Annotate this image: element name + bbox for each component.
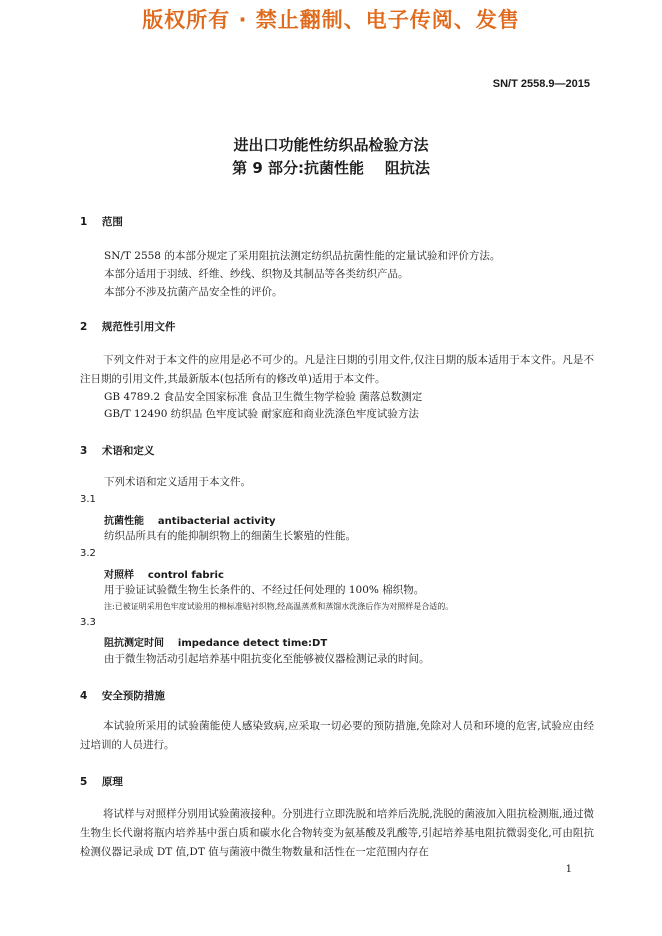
paragraph: 本部分适用于羽绒、纤维、纱线、织物及其制品等各类纺织产品。 bbox=[104, 268, 409, 280]
section-heading-terms: 3 术语和定义 bbox=[80, 445, 155, 457]
paragraph: 本试验所采用的试验菌能使人感染致病,应采取一切必要的预防措施,免除对人员和环境的危害,试验应由经过培训的人员进行。 bbox=[80, 720, 594, 751]
term-number: 3.2 bbox=[80, 548, 96, 559]
standard-code: SN/T 2558.9—2015 bbox=[492, 78, 590, 90]
term-definition: 纺织品所具有的能抑制织物上的细菌生长繁殖的性能。 bbox=[104, 530, 356, 542]
paragraph: 下列术语和定义适用于本文件。 bbox=[104, 476, 251, 488]
section-heading-normative-references: 2 规范性引用文件 bbox=[80, 321, 176, 333]
reference-item: GB/T 12490 纺织品 色牢度试验 耐家庭和商业洗涤色牢度试验方法 bbox=[104, 408, 419, 420]
document-subtitle: 第 9 部分:抗菌性能 阻抗法 bbox=[232, 159, 430, 177]
term-title: 对照样 control fabric bbox=[104, 570, 224, 581]
term-definition: 由于微生物活动引起培养基中阻抗变化至能够被仪器检测记录的时间。 bbox=[104, 653, 430, 665]
section-heading-scope: 1 范围 bbox=[80, 216, 123, 228]
section-heading-safety: 4 安全预防措施 bbox=[80, 690, 165, 702]
section-heading-principle: 5 原理 bbox=[80, 776, 123, 788]
document-title: 进出口功能性纺织品检验方法 bbox=[233, 136, 429, 154]
paragraph: 下列文件对于本文件的应用是必不可少的。凡是注日期的引用文件,仅注日期的版本适用于本文件。凡是不注日期的引用文件,其最新版本(包括所有的修改单)适用于本文件。 bbox=[80, 354, 594, 385]
term-title: 抗菌性能 antibacterial activity bbox=[104, 516, 276, 527]
term-number: 3.3 bbox=[80, 617, 96, 628]
term-note: 注:已被证明采用色牢度试验用的棉标准贴衬织物,经高温蒸煮和蒸馏水洗涤后作为对照样是合适的。 bbox=[104, 602, 454, 611]
paragraph: 将试样与对照样分别用试验菌液接种。分别进行立即洗脱和培养后洗脱,洗脱的菌液加入阻抗检测瓶,通过微生物生长代谢将瓶内培养基中蛋白质和碳水化合物转变为氨基酸及乳酸等,引起培养基电阻抗微弱变化,可由阻抗检测仪器记录成 DT 值,DT 值与菌液中微生物数量和活性在一定范围内存在 bbox=[80, 808, 594, 858]
page-number: 1 bbox=[565, 864, 572, 875]
paragraph: 本部分不涉及抗菌产品安全性的评价。 bbox=[104, 286, 283, 298]
term-number: 3.1 bbox=[80, 494, 96, 505]
term-definition: 用于验证试验微生物生长条件的、不经过任何处理的 100% 棉织物。 bbox=[104, 584, 425, 596]
term-title: 阻抗测定时间 impedance detect time:DT bbox=[104, 638, 328, 649]
paragraph: SN/T 2558 的本部分规定了采用阻抗法测定纺织品抗菌性能的定量试验和评价方法。 bbox=[104, 250, 501, 262]
reference-item: GB 4789.2 食品安全国家标准 食品卫生微生物学检验 菌落总数测定 bbox=[104, 391, 423, 403]
watermark: 版权所有 · 禁止翻制、电子传阅、发售 bbox=[142, 8, 520, 32]
